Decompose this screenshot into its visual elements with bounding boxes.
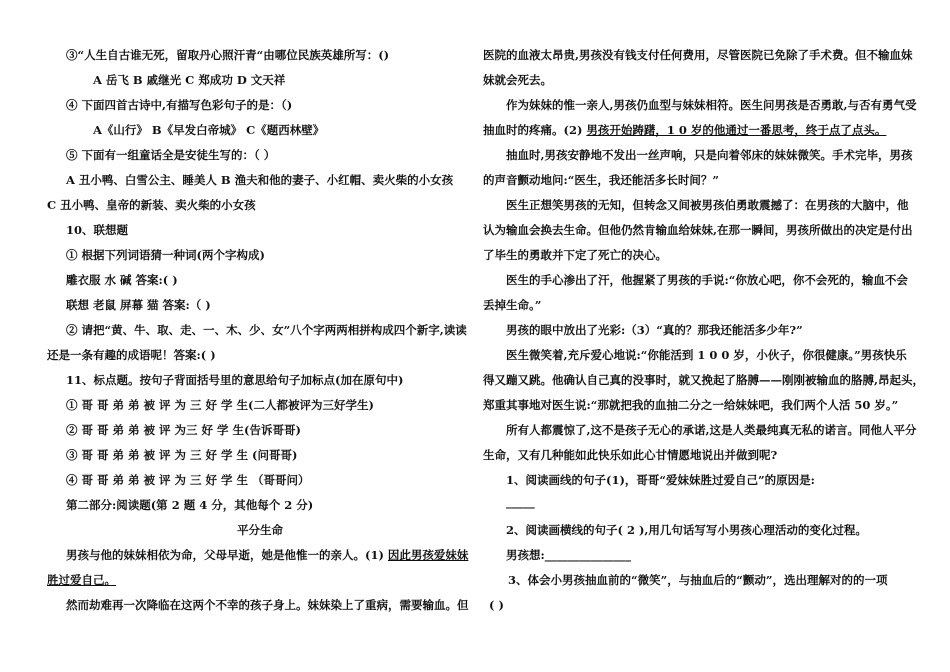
section-11-item-4: ④ 哥 哥 弟 弟 被 评 为 三 好 学 生 （哥哥问） (66, 473, 310, 487)
question-4: ④ 下面四首古诗中,有描写色彩句子的是：（) (66, 98, 293, 112)
story-line-6: 的声音颤动地问:“医生，我还能活多长时间？” (483, 173, 719, 187)
section-10-item-1b: 联想 老鼠 屏幕 猫 答案:（ ) (66, 298, 211, 312)
underlined-sentence-2: 男孩开始踌躇，1 0 岁的他通过一番思考，终于点了点头。 (586, 123, 887, 137)
section-11-title: 11、标点题。按句子背面括号里的意思给句子加标点(加在原句中) (66, 373, 404, 387)
question-4-options: A《山行》 B《早发白帝城》 C《题西林壁》 (93, 123, 325, 137)
section-11-item-3: ③ 哥 哥 弟 弟 被 评 为 三 好 学 生 (问哥哥) (66, 448, 298, 462)
story-paragraph-2: 然而劫难再一次降临在这两个不幸的孩子身上。妹妹染上了重病，需要输血。但 (66, 598, 469, 612)
story-line-4 (483, 122, 886, 138)
underlined-sentence-1: 因此男孩爱妹妹 (387, 548, 469, 562)
underlined-sentence-1-end: 胜过爱自己。 (47, 573, 116, 587)
story-paragraph-1 (66, 547, 468, 563)
story-title: 平分生命 (237, 523, 283, 537)
story-line-10: 医生的手心渗出了汗，他握紧了男孩的手说:“你放心吧，你不会死的，输血不会 (506, 273, 908, 287)
answer-paren-3[interactable]: ( ) (489, 598, 504, 612)
question-5-option-c: C 丑小鸭、皇帝的新装、卖火柴的小女孩 (47, 198, 256, 212)
story-line-8: 认为输血会换去生命。但他仍然肯输血给妹妹,在那一瞬间，男孩所做出的决定是付出 (483, 223, 913, 237)
section-10-item-1a: 雕衣服 水 碱 答案:( ) (66, 273, 178, 287)
reading-question-1: 1、阅读画线的句子(1)，哥哥“爱妹妹胜过爱自己”的原因是: (506, 473, 815, 487)
story-line-7: 医生正想笑男孩的无知，但转念又间被男孩伯勇敢震撼了：在男孩的大脑中，他 (506, 198, 909, 212)
section-10-title: 10、联想题 (66, 223, 129, 237)
question-5: ⑤ 下面有一组童话全是安徒生写的：（ ） (66, 148, 276, 162)
section-10-item-2a: ② 请把“黄、牛、取、走、一、木、少、女”八个字两两相拼构成四个新字,读读 (66, 323, 467, 337)
story-line-5: 抽血时,男孩安静地不发出一丝声响，只是向着邻床的妹妹微笑。手术完毕，男孩 (506, 148, 913, 162)
story-line-2: 妹就会死去。 (483, 73, 552, 87)
story-line-17: 生命，又有几种能如此快乐如此心甘情愿地说出并做到呢? (483, 448, 778, 462)
section-11-item-2: ② 哥 哥 弟 弟 被 评 为三 好 学 生(告诉哥哥) (66, 423, 301, 437)
section-11-item-1: ① 哥 哥 弟 弟 被 评 为 三 好 学 生(二人都被评为三好学生) (66, 398, 374, 412)
story-line-1: 医院的血液太昂贵,男孩没有钱支付任何费用，尽管医院已免除了手术费。但不输血妹 (483, 48, 913, 62)
story-line-13: 医生微笑着,充斥爱心地说:“你能活到 1 0 0 岁，小伙子，你很健康。”男孩快乐 (506, 348, 907, 362)
story-line-16: 所有人都震惊了,这不是孩子无心的承诺,这是人类最纯真无私的诺言。同他人平分 (506, 423, 917, 437)
answer-line-2 (506, 547, 631, 563)
part-2-heading: 第二部分:阅读题(第 2 题 4 分，其他每个 2 分) (66, 498, 314, 512)
story-line-11: 丢掉生命。” (483, 298, 542, 312)
question-3: ③“人生自古谁无死，留取丹心照汗青“由哪位民族英雄所写：() (66, 48, 390, 62)
story-line-15: 郑重其事地对医生说:“那就把我的血抽二分之一给妹妹吧，我们两个人活 50 岁。” (483, 398, 899, 412)
reading-question-3: 3、体会小男孩抽血前的“微笑”，与抽血后的“颤动”，选出理解对的的一项 (508, 573, 888, 587)
story-line-14: 得又蹦又跳。他确认自己真的没事时，就又挽起了胳膊——刚刚被输血的胳膊,昂起头， (483, 373, 924, 387)
story-line-3: 作为妹妹的惟一亲人,男孩仍血型与妹妹相符。医生问男孩是否勇敢,与否有勇气受 (506, 98, 917, 112)
reading-question-2: 2、阅读画横线的句子( 2 ),用几句话写写小男孩心理活动的变化过程。 (506, 523, 867, 537)
story-line-12: 男孩的眼中放出了光彩:（3）“真的？那我还能活多少年?” (506, 323, 803, 337)
story-line-9: 了毕生的勇敢并下定了死亡的决心。 (483, 248, 667, 262)
answer-blank-1[interactable]: _____ (506, 495, 535, 509)
answer-blank-2[interactable]: _______________ (544, 548, 631, 562)
story-paragraph-1-text: 男孩与他的妹妹相依为命，父母早逝，她是他惟一的亲人。(1) (66, 548, 388, 562)
question-3-options: A 岳飞 B 戚继光 C 郑成功 D 文天祥 (93, 73, 286, 87)
story-line-4-text: 抽血时的疼痛。(2) (483, 123, 587, 137)
section-10-item-1: ① 根据下列词语猜一种词(两个字构成) (66, 248, 265, 262)
question-5-option-a: A 丑小鸭、白雪公主、睡美人 B 渔夫和他的妻子、小红帽、卖火柴的小女孩 (66, 173, 454, 187)
section-10-item-2b: 还是一条有趣的成语呢！答案:( ) (47, 348, 216, 362)
answer-label-2: 男孩想: (506, 548, 545, 562)
